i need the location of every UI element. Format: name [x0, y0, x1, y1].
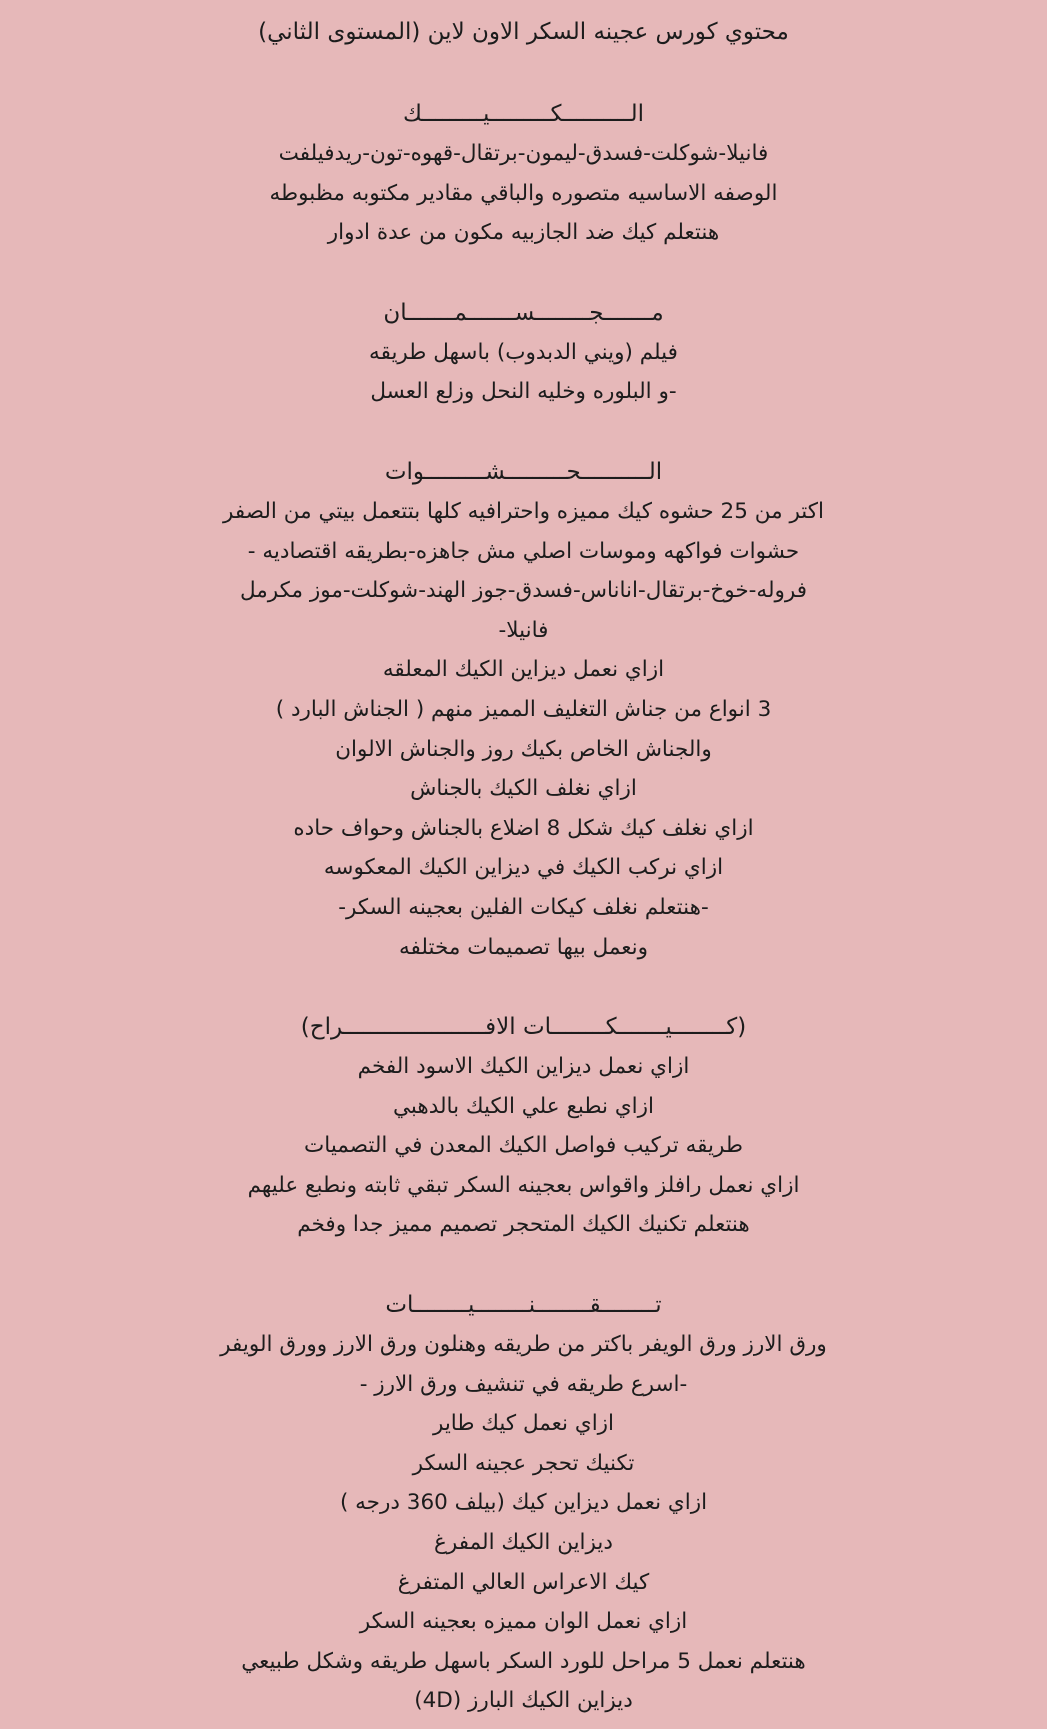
- spacer: [0, 412, 1047, 452]
- section-line: هنتعلم نعمل 5 مراحل للورد السكر باسهل طريقه وشكل طبيعي: [241, 1648, 806, 1674]
- section-line: ازاي نغلف كيك شكل 8 اضلاع بالجناش وحواف حاده: [293, 815, 754, 841]
- spacer: [0, 1245, 1047, 1285]
- section-line: ازاي نعمل ديزاين الكيك المعلقه: [382, 657, 665, 683]
- section-heading-techniques: تــــــــقــــــــنــــــــيــــــــات: [385, 1292, 662, 1319]
- section-line: ازاي نطبع علي الكيك بالدهبي: [392, 1093, 655, 1119]
- section-sculptures: [0, 293, 1047, 412]
- spacer: [0, 253, 1047, 293]
- section-line: فانيلا-: [498, 617, 549, 643]
- section-line: -اسرع طريقه في تنشيف ورق الارز -: [359, 1371, 688, 1397]
- section-line: هنتعلم كيك ضد الجازبيه مكون من عدة ادوار: [327, 220, 720, 246]
- section-line: 3 انواع من جناش التغليف المميز منهم ( الجناش البارد ): [275, 696, 772, 722]
- spacer: [0, 967, 1047, 1007]
- section-line: ورق الارز ورق الويفر باكتر من طريقه وهنلون ورق الارز وورق الويفر: [220, 1332, 827, 1358]
- section-fillings: [0, 452, 1047, 967]
- section-line: ديزاين الكيك المفرغ: [434, 1530, 613, 1556]
- section-line: ديزاين الكيك البارز (4D): [414, 1688, 633, 1714]
- section-line: ازاي نعمل رافلز واقواس بعجينه السكر تبقي ثابته ونطبع عليهم: [247, 1172, 800, 1198]
- section-line: حشوات فواكهه وموسات اصلي مش جاهزه-بطريقه اقتصاديه -: [247, 538, 800, 564]
- section-line: فيلم (ويني الدبدوب) باسهل طريقه: [369, 339, 678, 365]
- section-heading-wedding-cakes: (كــــــــيـــــــكــــــــات الافـــــــــــــــــــــراح): [300, 1014, 747, 1041]
- section-line: ازاي نعمل كيك طاير: [432, 1411, 615, 1437]
- section-line: -و البلوره وخليه النحل وزلع العسل: [370, 379, 677, 405]
- section-line: ونعمل بيها تصميمات مختلفه: [398, 934, 649, 960]
- section-line: فروله-خوخ-برتقال-اناناس-فسدق-جوز الهند-شوكلت-موز مكرمل: [239, 578, 808, 604]
- section-cake: [0, 94, 1047, 253]
- spacer: [0, 50, 1047, 94]
- section-heading-fillings: الــــــــــحـــــــــشـــــــــوات: [384, 458, 663, 485]
- section-line: اكتر من 25 حشوه كيك مميزه واحترافيه كلها بتتعمل بيتي من الصفر: [222, 498, 825, 524]
- section-line: ازاي نركب الكيك في ديزاين الكيك المعكوسه: [323, 855, 724, 881]
- section-line: هنتعلم تكنيك الكيك المتحجر تصميم مميز جدا وفخم: [297, 1212, 750, 1238]
- section-line: طريقه تركيب فواصل الكيك المعدن في التصميات: [304, 1133, 743, 1159]
- section-line: ازاي نغلف الكيك بالجناش: [410, 776, 637, 802]
- page-title: محتوي كورس عجينه السكر الاون لاين (المستوى الثاني): [258, 19, 789, 45]
- section-techniques: [0, 1285, 1047, 1721]
- section-line: والجناش الخاص بكيك روز والجناش الالوان: [335, 736, 712, 762]
- section-line: تكنيك تحجر عجينه السكر: [412, 1450, 635, 1476]
- section-line: الوصفه الاساسيه متصوره والباقي مقادير مكتوبه مظبوطه: [269, 180, 778, 206]
- section-wedding-cakes: [0, 1007, 1047, 1245]
- section-line: كيك الاعراس العالي المتفرغ: [397, 1569, 650, 1595]
- section-line: ازاي نعمل ديزاين كيك (بيلف 360 درجه ): [339, 1490, 708, 1516]
- section-line: ازاي نعمل الوان مميزه بعجينه السكر: [359, 1609, 688, 1635]
- section-line: فانيلا-شوكلت-فسدق-ليمون-برتقال-قهوه-تون-ريدفيلفت: [278, 141, 769, 166]
- section-heading-sculptures: مـــــــجــــــــســـــــمـــــــان: [383, 299, 664, 326]
- section-line: -هنتعلم نغلف كيكات الفلين بعجينه السكر-: [338, 894, 709, 920]
- section-line: ازاي نعمل ديزاين الكيك الاسود الفخم: [357, 1054, 690, 1080]
- section-heading-cake: الــــــــــكـــــــــيـــــــــك: [402, 101, 645, 127]
